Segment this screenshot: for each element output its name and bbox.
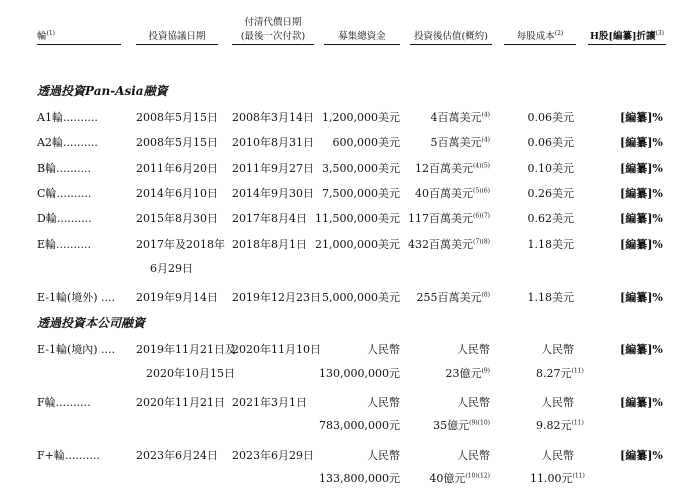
table-row: A2輪.......... 2008年5月15日 2010年8月31日 600,000美元 5百萬美元$^{(4)}$ 0.06美元 [編纂]% [37,136,663,149]
section-pan-asia: 透過投資Pan-Asia融資 [37,84,168,98]
header-agreement-date: 投資協議日期 [136,30,218,45]
header-round-label: 輪 [37,31,47,42]
table-row: E-1輪(境內) .... 2019年11月21日及 2020年11月10日 人民幣 人民幣 人民幣 [編纂]% [37,343,663,356]
table-row: B輪.......... 2011年6月20日 2011年9月27日 3,500,000美元 12百萬美元$^{(4)(5)}$ 0.10美元 [編纂]% [37,162,663,175]
header-payment-date-line1: 付清代價日期 [244,17,302,28]
table-row-cont: 6月29日 [150,262,193,275]
table-row-cont: 133,800,000元 40億元$^{(10)(12)}$ 11.00元$^{(11)}$ [319,472,585,485]
header-round [37,30,121,45]
table-row: C輪.......... 2014年6月10日 2014年9月30日 7,500,000美元 40百萬美元$^{(5)(6)}$ 0.26美元 [編纂]% [37,187,663,200]
table-row: F輪.......... 2020年11月21日 2021年3月1日 人民幣 人民幣 人民幣 [編纂]% [37,396,663,409]
header-total-raised: 募集總資金 [324,30,400,45]
section-company: 透過投資本公司融資 [37,316,146,330]
table-row: E輪.......... 2017年及2018年 2018年8月1日 21,000,000美元 432百萬美元$^{(7)(8)}$ 1.18美元 [編纂]% [37,238,663,251]
table-row-cont: 783,000,000元 35億元$^{(9)(10)}$ 9.82元$^{(11)}$ [319,419,584,432]
table-row-cont: 2020年10月15日 130,000,000元 23億元$^{(9)}$ 8.27元$^{(11)}$ [146,367,584,380]
table-row: D輪.......... 2015年8月30日 2017年8月4日 11,500,000美元 117百萬美元$^{(6)(7)}$ 0.62美元 [編纂]% [37,212,663,225]
table-header [0,8,700,52]
header-h-note: (3) [655,29,664,37]
table-row: A1輪.......... 2008年5月15日 2008年3月14日 1,200,000美元 4百萬美元$^{(4)}$ 0.06美元 [編纂]% [37,111,663,124]
table-row: E-1輪(境外) .... 2019年9月14日 2019年12月23日 5,000,000美元 255百萬美元$^{(8)}$ 1.18美元 [編纂]% [37,291,663,304]
header-payment-date [232,16,314,45]
header-h-discount: H股[編纂]折讓$^{(3)}$ [588,30,666,45]
table-row: F+輪.......... 2023年6月24日 2023年6月29日 人民幣 人民幣 人民幣 [編纂]% [37,449,663,462]
header-post-valuation: 投資後估值(概約) [410,30,492,45]
header-payment-date-line2: (最後一次付款) [232,30,314,45]
header-round-note: (1) [46,29,56,37]
header-cost-per-share: 每股成本$^{(2)}$ [504,30,576,45]
header-cost-note: (2) [554,29,564,37]
